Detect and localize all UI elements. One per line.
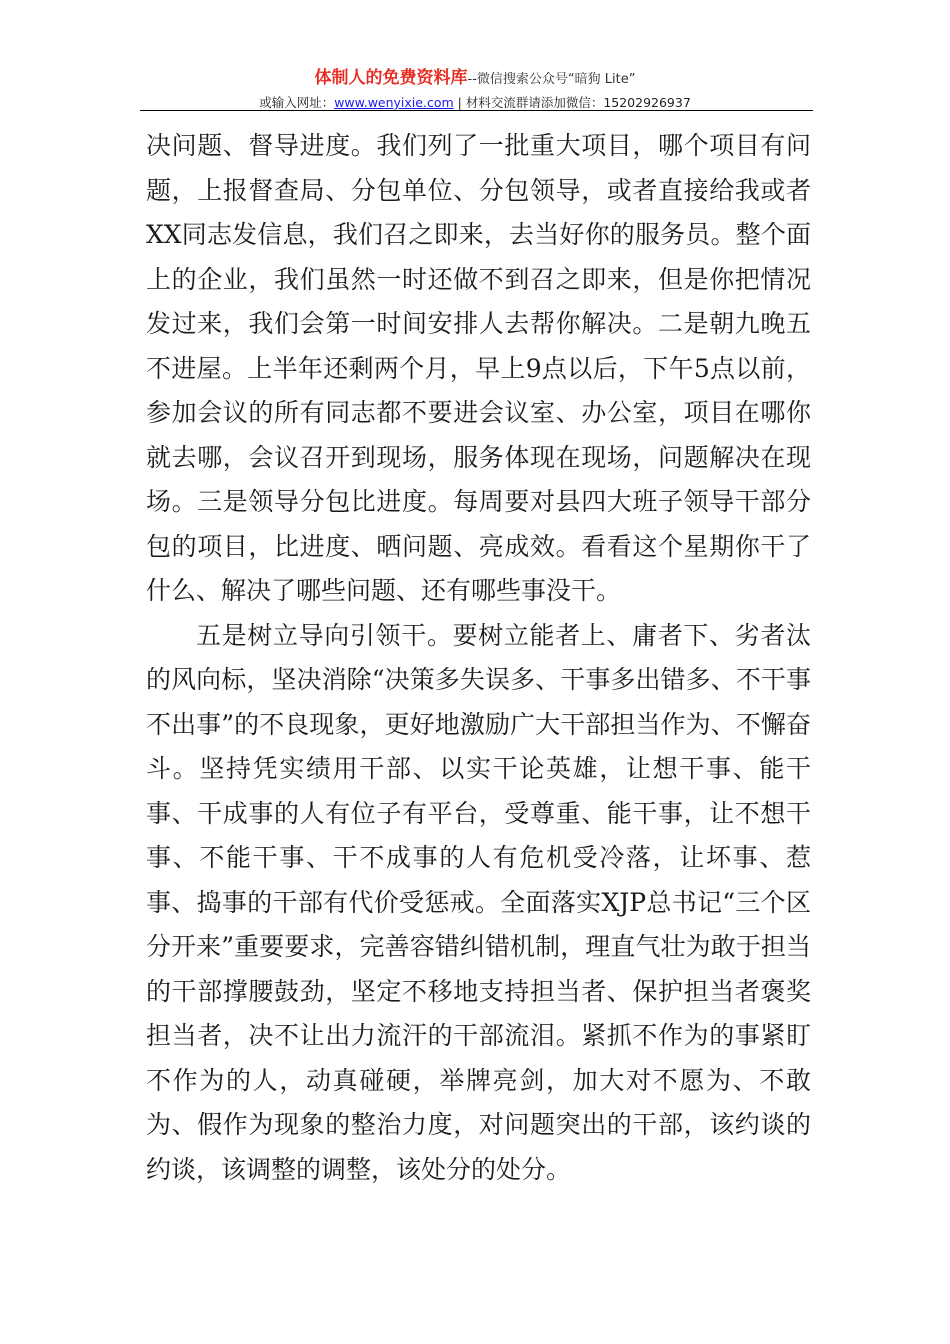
header-divider xyxy=(140,110,813,111)
group-contact-text: 材料交流群请添加微信：15202926937 xyxy=(465,95,691,110)
header-separator: | xyxy=(453,95,466,110)
body-paragraph: 五是树立导向引领干。要树立能者上、庸者下、劣者汰的风向标，坚决消除“决策多失误多、干事多出错多、不干事不出事”的不良现象，更好地激励广大干部担当作为、不懈奋斗。坚持凭实绩用干部、以实干论英雄，让想干事、能干事、干成事的人有位子有平台，受尊重、能干事，让不想干事、不能干事、干不成事的人有危机受冷落，让坏事、惹事、捣事的干部有代价受惩戒。全面落实XJP总书记“三个区分开来”重要要求，完善容错纠错机制，理直气壮为敢于担当的干部撑腰鼓劲，坚定不移地支持担当者、保护担当者褒奖担当者，决不让出力流汗的干部流泪。紧抓不作为的事紧盯不作为的人，动真碰硬，举牌亮剑，加大对不愿为、不敢为、假作为现象的整治力度，对问题突出的干部，该约谈的约谈，该调整的调整，该处分的处分。 xyxy=(146,620,811,1184)
body-paragraph: 决问题、督导进度。我们列了一批重大项目，哪个项目有问题，上报督查局、分包单位、分包领导，或者直接给我或者XX同志发信息，我们召之即来，去当好你的服务员。整个面上的企业，我们虽然一时还做不到召之即来，但是你把情况发过来，我们会第一时间安排人去帮你解决。二是朝九晚五不进屋。上半年还剩两个月，早上9点以后，下午5点以前，参加会议的所有同志都不要进会议室、办公室，项目在哪你就去哪，会议召开到现场，服务体现在现场，问题解决在现场。三是领导分包比进度。每周要对县四大班子领导干部分包的项目，比进度、晒问题、亮成效。看看这个星期你干了什么、解决了哪些问题、还有哪些事没干。 xyxy=(146,131,811,605)
header-title-line xyxy=(0,68,950,90)
website-link[interactable]: www.wenyixie.com xyxy=(334,95,454,110)
header-tagline: --微信搜索公众号“暗狗 Lite” xyxy=(467,72,636,87)
url-prefix: 或输入网址： xyxy=(259,95,335,110)
brand-name: 体制人的免费资料库 xyxy=(314,68,468,88)
page-header xyxy=(0,68,950,112)
document-body xyxy=(146,124,811,1192)
